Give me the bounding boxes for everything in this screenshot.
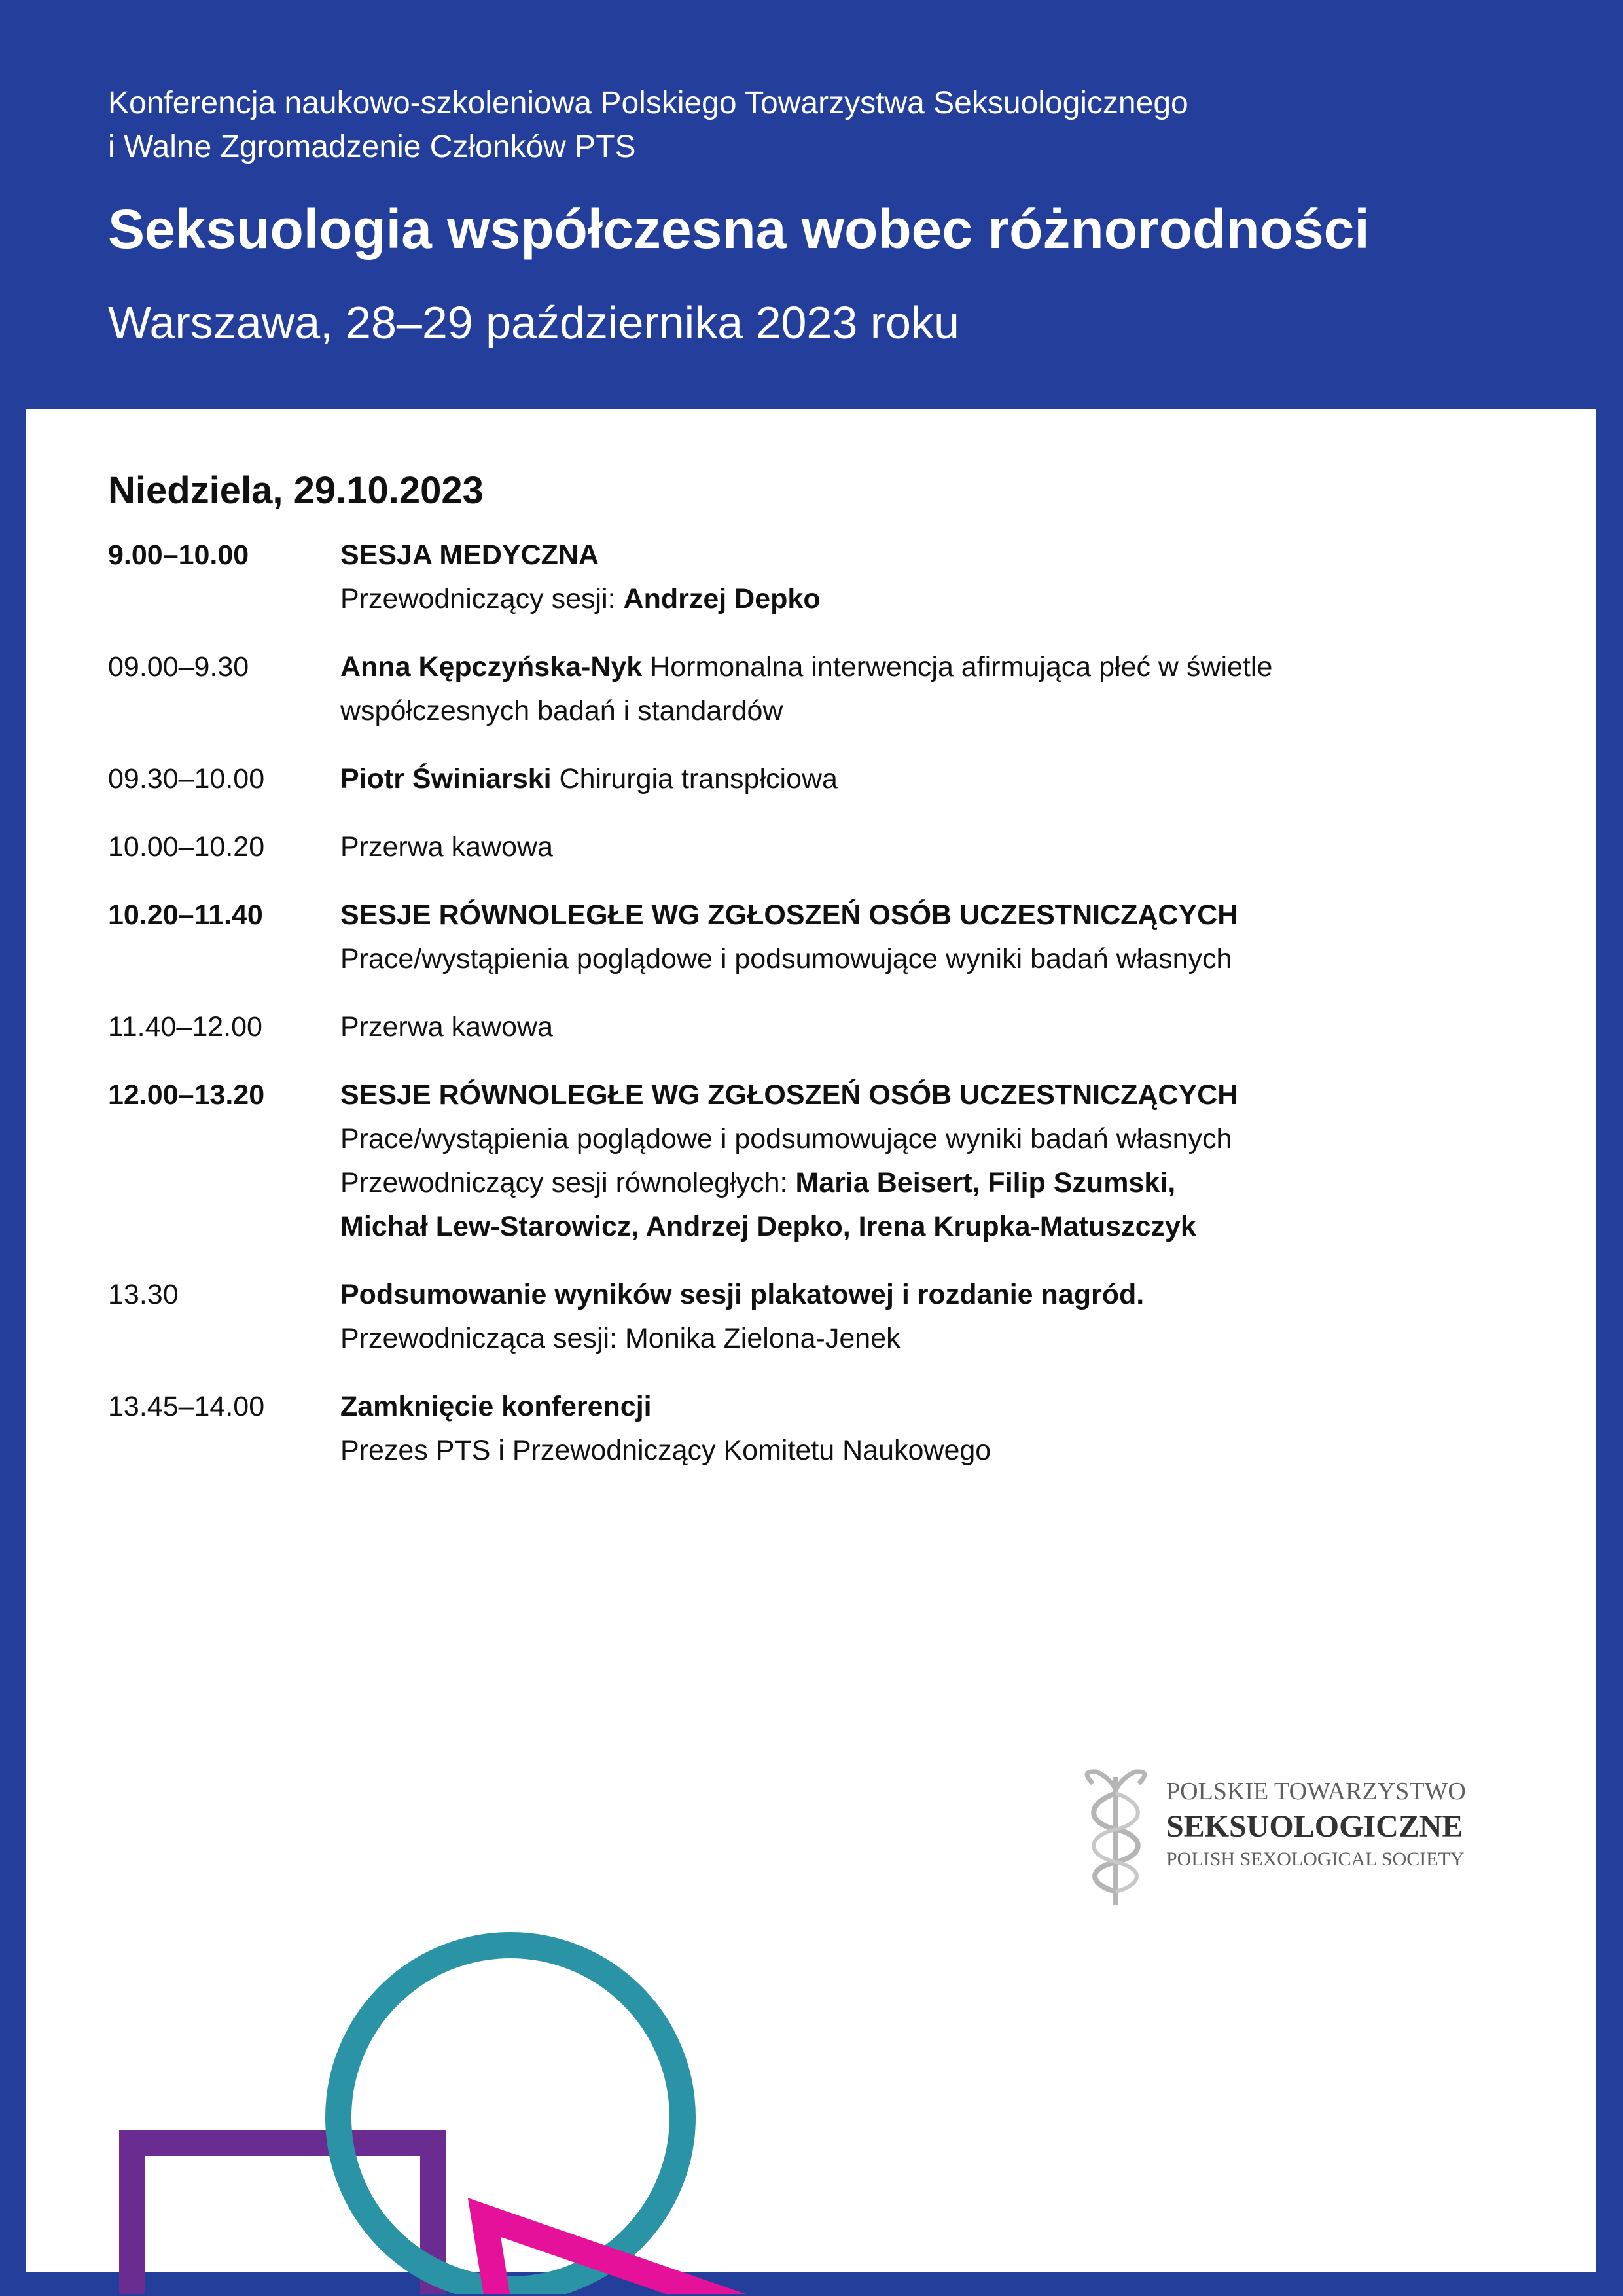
schedule-text: Prace/wystąpienia poglądowe i podsumowujące wyniki badań własnych	[340, 943, 1232, 975]
schedule-text: Chirurgia transpłciowa	[551, 763, 838, 795]
schedule-text: Hormonalna interwencja afirmująca płeć w świetle	[642, 651, 1273, 683]
schedule-line	[340, 689, 1453, 733]
program-panel	[26, 409, 1596, 2272]
schedule-text-bold: Piotr Świniarski	[340, 763, 552, 795]
schedule-row	[108, 757, 1548, 801]
logo-line3: POLISH SEXOLOGICAL SOCIETY	[1166, 1848, 1465, 1870]
schedule-text-bold: Anna Kępczyńska-Nyk	[340, 651, 643, 683]
conference-subtitle-line1: Konferencja naukowo-szkoleniowa Polskiego Towarzystwa Seksuologicznego	[108, 86, 1188, 120]
schedule-line	[340, 1317, 1453, 1361]
schedule-line	[340, 1429, 1453, 1473]
schedule-content	[340, 825, 1453, 869]
schedule-text: Przewodnicząca sesji: Monika Zielona-Jenek	[340, 1323, 901, 1354]
schedule-time: 09.30–10.00	[108, 763, 265, 795]
schedule-line	[340, 1005, 1453, 1049]
schedule-text: Przerwa kawowa	[340, 1011, 553, 1043]
schedule-row	[108, 893, 1548, 981]
logo-text	[1166, 1776, 1466, 1873]
schedule-text-bold: Maria Beisert, Filip Szumski,	[795, 1167, 1176, 1198]
schedule-time: 09.00–9.30	[108, 651, 249, 683]
caduceus-icon	[1073, 1764, 1158, 1908]
schedule-content	[340, 1385, 1453, 1473]
schedule-line	[340, 1073, 1453, 1117]
schedule-content	[340, 1005, 1453, 1049]
logo-line2: SEKSUOLOGICZNE	[1166, 1809, 1463, 1844]
header-banner	[0, 0, 1623, 409]
schedule-text-bold: SESJE RÓWNOLEGŁE WG ZGŁOSZEŃ OSÓB UCZESTNICZĄCYCH	[340, 899, 1238, 931]
schedule-line	[340, 645, 1453, 689]
schedule-row	[108, 825, 1548, 869]
schedule-content	[340, 533, 1453, 621]
schedule-row	[108, 1385, 1548, 1473]
schedule-text-bold: SESJE RÓWNOLEGŁE WG ZGŁOSZEŃ OSÓB UCZESTNICZĄCYCH	[340, 1079, 1238, 1111]
decorative-shapes	[26, 1574, 942, 2294]
schedule-line	[340, 1273, 1453, 1317]
schedule-text-bold: SESJA MEDYCZNA	[340, 539, 599, 571]
schedule-row	[108, 533, 1548, 621]
schedule-text: Prezes PTS i Przewodniczący Komitetu Naukowego	[340, 1435, 991, 1466]
logo-line1: POLSKIE TOWARZYSTWO	[1166, 1778, 1466, 1805]
schedule-line	[340, 1117, 1453, 1161]
conference-date: Warszawa, 28–29 października 2023 roku	[108, 297, 959, 348]
schedule-content	[340, 893, 1453, 981]
schedule-line	[340, 937, 1453, 981]
schedule-text-bold: Zamknięcie konferencji	[340, 1391, 652, 1422]
schedule-text-bold: Podsumowanie wyników sesji plakatowej i rozdanie nagród.	[340, 1279, 1145, 1310]
schedule-text-bold: Michał Lew-Starowicz, Andrzej Depko, Irena Krupka-Matuszczyk	[340, 1211, 1196, 1242]
conference-subtitle-line2: i Walne Zgromadzenie Członków PTS	[108, 130, 636, 164]
schedule-time: 9.00–10.00	[108, 539, 249, 571]
schedule-line	[340, 825, 1453, 869]
schedule-line	[340, 1385, 1453, 1429]
schedule-time: 10.00–10.20	[108, 831, 265, 863]
schedule-line	[340, 893, 1453, 937]
schedule-row	[108, 1273, 1548, 1361]
schedule-text-bold: Andrzej Depko	[623, 583, 821, 615]
schedule-text: Przewodniczący sesji równoległych:	[340, 1167, 796, 1198]
schedule-list	[108, 533, 1548, 1497]
schedule-content	[340, 1073, 1453, 1249]
schedule-content	[340, 757, 1453, 801]
schedule-text: Przerwa kawowa	[340, 831, 553, 863]
schedule-time: 11.40–12.00	[108, 1011, 262, 1043]
schedule-row	[108, 1073, 1548, 1249]
schedule-content	[340, 645, 1453, 733]
schedule-text: współczesnych badań i standardów	[340, 695, 783, 726]
schedule-time: 13.30	[108, 1279, 179, 1310]
purple-square-shape	[132, 2143, 433, 2294]
schedule-row	[108, 1005, 1548, 1049]
schedule-content	[340, 1273, 1453, 1361]
schedule-row	[108, 645, 1548, 733]
schedule-time: 12.00–13.20	[108, 1079, 265, 1111]
conference-title: Seksuologia współczesna wobec różnorodności	[108, 198, 1370, 260]
pts-logo	[1073, 1764, 1531, 1895]
schedule-text: Przewodniczący sesji:	[340, 583, 624, 615]
schedule-line	[340, 1205, 1453, 1249]
schedule-line	[340, 533, 1453, 577]
schedule-time: 10.20–11.40	[108, 899, 263, 931]
schedule-line	[340, 757, 1453, 801]
schedule-line	[340, 577, 1453, 621]
schedule-time: 13.45–14.00	[108, 1391, 265, 1422]
schedule-line	[340, 1161, 1453, 1205]
schedule-text: Prace/wystąpienia poglądowe i podsumowujące wyniki badań własnych	[340, 1123, 1232, 1155]
day-heading: Niedziela, 29.10.2023	[108, 469, 484, 512]
